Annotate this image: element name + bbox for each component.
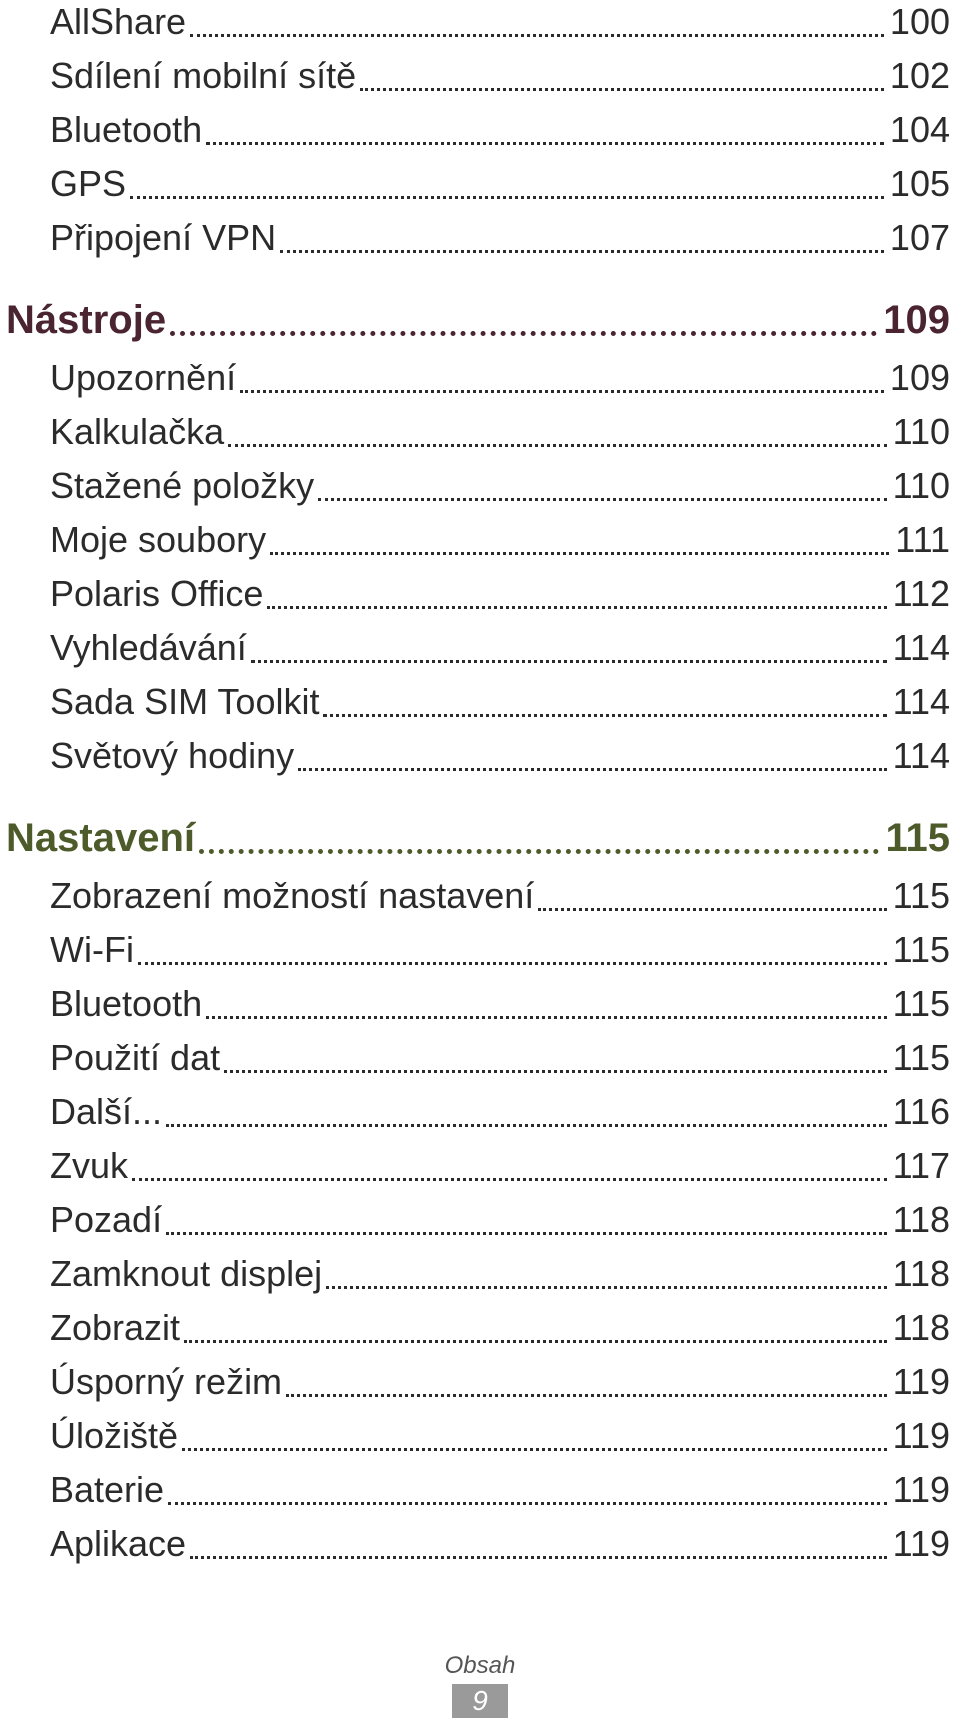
- dot-leader: [286, 1394, 887, 1397]
- toc-entry-page: 119: [892, 1523, 950, 1564]
- toc-entry-label: Sdílení mobilní sítě: [50, 55, 357, 96]
- page-footer: [0, 1652, 960, 1718]
- dot-leader: [280, 250, 884, 253]
- dot-leader: [326, 1286, 886, 1289]
- toc-entry[interactable]: [50, 928, 950, 972]
- toc-section-label: Nástroje: [6, 298, 167, 342]
- toc-entry-label: Wi-Fi: [50, 929, 134, 970]
- toc-entry-label: Zobrazení možností nastavení: [50, 875, 535, 916]
- dot-leader: [224, 1070, 886, 1073]
- toc-entry[interactable]: [50, 464, 950, 508]
- toc-entry-label: Kalkulačka: [50, 411, 225, 452]
- toc-entry-page: 119: [892, 1361, 950, 1402]
- toc-entry[interactable]: [50, 572, 950, 616]
- toc-entry-page: 118: [892, 1253, 950, 1294]
- toc-entry-page: 116: [892, 1091, 950, 1132]
- toc-entry-page: 107: [889, 217, 950, 258]
- dot-leader: [182, 1448, 887, 1451]
- toc-entry-label: Moje soubory: [50, 519, 267, 560]
- toc-entry[interactable]: [50, 162, 950, 206]
- dot-leader: [190, 34, 884, 37]
- toc-entry-page: 115: [892, 875, 950, 916]
- toc-entry[interactable]: [50, 1306, 950, 1350]
- dot-leader: [251, 660, 887, 663]
- toc-section-page: 109: [883, 298, 950, 342]
- toc-entry-page: 110: [892, 411, 950, 452]
- toc-entry-page: 119: [892, 1415, 950, 1456]
- toc-entry[interactable]: [50, 734, 950, 778]
- toc-entry[interactable]: [50, 1144, 950, 1188]
- toc-entry-page: 114: [892, 735, 950, 776]
- toc-entry[interactable]: [50, 1036, 950, 1080]
- dot-leader: [538, 908, 886, 911]
- toc-entry-label: Úsporný režim: [50, 1361, 283, 1402]
- toc-entry[interactable]: [50, 0, 950, 44]
- toc-entry-label: Použití dat: [50, 1037, 221, 1078]
- dot-leader: [323, 714, 886, 717]
- toc-section-page: 115: [885, 816, 950, 860]
- toc-entry-page: 117: [892, 1145, 950, 1186]
- toc-entry-page: 118: [892, 1199, 950, 1240]
- toc-entry[interactable]: [50, 108, 950, 152]
- dot-leader: [199, 849, 879, 854]
- toc-section-label: Nastavení: [6, 816, 195, 860]
- toc-entry-label: Vyhledávání: [50, 627, 247, 668]
- dot-leader: [360, 88, 884, 91]
- dot-leader: [184, 1340, 887, 1343]
- toc-entry[interactable]: [50, 518, 950, 562]
- dot-leader: [228, 444, 887, 447]
- dot-leader: [132, 1178, 887, 1181]
- toc-entry-label: Aplikace: [50, 1523, 187, 1564]
- toc-entry[interactable]: [50, 1090, 950, 1134]
- toc-entry[interactable]: [50, 982, 950, 1026]
- toc-entry[interactable]: [50, 874, 950, 918]
- toc-entry-label: GPS: [50, 163, 127, 204]
- toc-entry-label: AllShare: [50, 1, 187, 42]
- toc-section-nastroje[interactable]: [6, 296, 950, 344]
- toc-entry-label: Stažené položky: [50, 465, 315, 506]
- toc-entry[interactable]: [50, 1252, 950, 1296]
- toc-entry-label: Upozornění: [50, 357, 237, 398]
- dot-leader: [270, 552, 889, 555]
- dot-leader: [190, 1556, 887, 1559]
- toc-entry-page: 109: [889, 357, 950, 398]
- dot-leader: [318, 498, 886, 501]
- dot-leader: [170, 331, 877, 336]
- toc-entry-label: Bluetooth: [50, 983, 203, 1024]
- dot-leader: [138, 962, 887, 965]
- toc-entry-label: Další...: [50, 1091, 163, 1132]
- toc-entry-page: 102: [889, 55, 950, 96]
- toc-entry[interactable]: [50, 54, 950, 98]
- toc-entry[interactable]: [50, 216, 950, 260]
- toc-entry-page: 118: [892, 1307, 950, 1348]
- toc-entry[interactable]: [50, 1360, 950, 1404]
- toc-entry[interactable]: [50, 680, 950, 724]
- toc-entry-page: 105: [889, 163, 950, 204]
- toc-entry-page: 115: [892, 1037, 950, 1078]
- toc-entry[interactable]: [50, 1414, 950, 1458]
- toc-entry-page: 114: [892, 627, 950, 668]
- toc-entry-label: Pozadí: [50, 1199, 163, 1240]
- toc-entry-label: Zamknout displej: [50, 1253, 323, 1294]
- toc-entry-page: 104: [889, 109, 950, 150]
- toc-entry-label: Sada SIM Toolkit: [50, 681, 320, 722]
- dot-leader: [168, 1502, 887, 1505]
- dot-leader: [298, 768, 886, 771]
- dot-leader: [166, 1124, 887, 1127]
- toc-entry-page: 111: [895, 519, 950, 560]
- toc-entry-page: 112: [892, 573, 950, 614]
- toc-entry-label: Polaris Office: [50, 573, 264, 614]
- toc-entry-label: Světový hodiny: [50, 735, 295, 776]
- toc-entry[interactable]: [50, 1522, 950, 1566]
- toc-entry-page: 119: [892, 1469, 950, 1510]
- toc-entry[interactable]: [50, 410, 950, 454]
- dot-leader: [130, 196, 884, 199]
- toc-entry[interactable]: [50, 1468, 950, 1512]
- dot-leader: [267, 606, 886, 609]
- toc-entry[interactable]: [50, 626, 950, 670]
- toc-entry[interactable]: [50, 1198, 950, 1242]
- toc-entry-label: Zvuk: [50, 1145, 129, 1186]
- toc-entry-page: 100: [889, 1, 950, 42]
- toc-entry[interactable]: [50, 356, 950, 400]
- page-number: 9: [452, 1684, 508, 1718]
- toc-entry-page: 115: [892, 983, 950, 1024]
- toc-entry-label: Zobrazit: [50, 1307, 181, 1348]
- toc-entry-page: 110: [892, 465, 950, 506]
- dot-leader: [206, 1016, 886, 1019]
- dot-leader: [240, 390, 884, 393]
- toc-section-nastaveni[interactable]: [6, 814, 950, 862]
- dot-leader: [206, 142, 884, 145]
- toc-entry-page: 114: [892, 681, 950, 722]
- toc-entry-label: Bluetooth: [50, 109, 203, 150]
- toc-entry-label: Baterie: [50, 1469, 165, 1510]
- toc-entry-label: Úložiště: [50, 1415, 179, 1456]
- dot-leader: [166, 1232, 887, 1235]
- toc-entry-label: Připojení VPN: [50, 217, 277, 258]
- toc-entry-page: 115: [892, 929, 950, 970]
- chapter-name: Obsah: [444, 1652, 516, 1679]
